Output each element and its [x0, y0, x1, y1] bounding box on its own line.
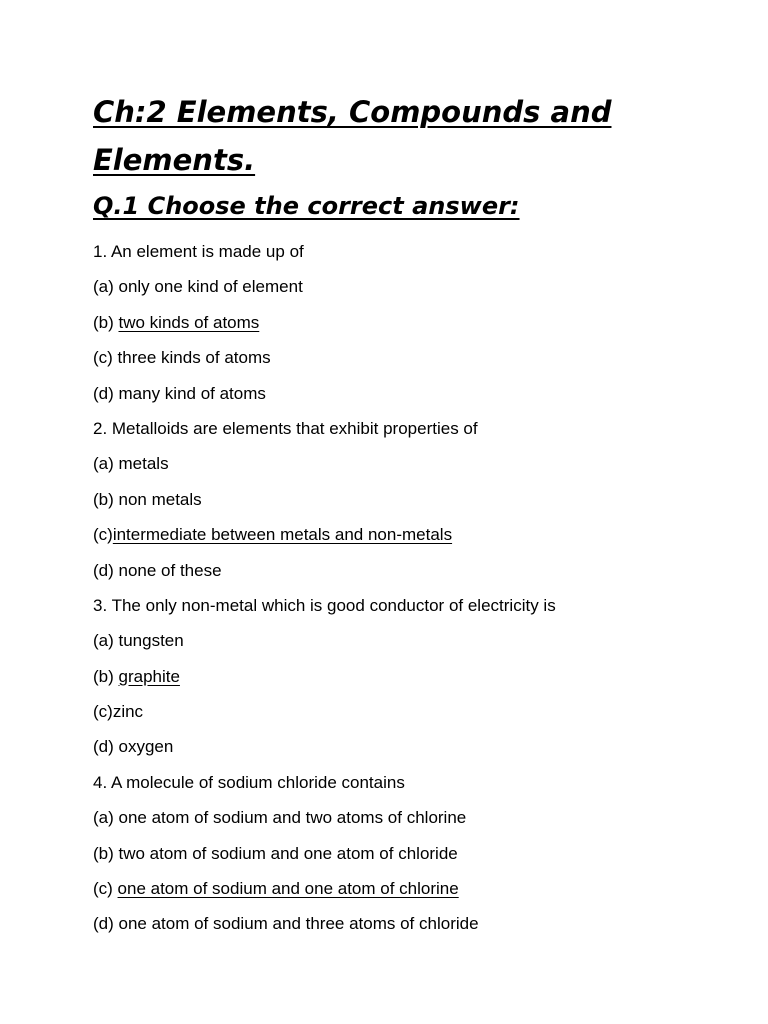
- chapter-title: Ch:2 Elements, Compounds and Elements.: [93, 95, 612, 177]
- option-marker: (d): [93, 560, 119, 580]
- option-2d: [93, 553, 733, 588]
- option-marker: (d): [93, 914, 119, 934]
- option-3a: [93, 623, 733, 658]
- option-marker: (a): [93, 454, 119, 474]
- option-marker: (b): [93, 489, 119, 509]
- question-2: 2. Metalloids are elements that exhibit properties of: [93, 418, 478, 438]
- option-text: zinc: [112, 702, 144, 722]
- option-2a: [93, 446, 733, 481]
- option-marker: (d): [93, 737, 119, 757]
- question-1: 1. An element is made up of: [93, 242, 304, 261]
- document-page: [93, 88, 733, 942]
- option-text: only one kind of element: [118, 277, 303, 297]
- question-list: [93, 234, 733, 942]
- option-2c: [93, 517, 733, 552]
- section-title: Q.1 Choose the correct answer:: [93, 192, 520, 220]
- option-marker: (b): [93, 666, 119, 686]
- option-text: one atom of sodium and two atoms of chlorine: [118, 808, 467, 828]
- option-3c: [93, 694, 733, 729]
- option-1b: [93, 305, 733, 340]
- option-marker: (c): [93, 879, 118, 899]
- option-marker: (b): [93, 843, 119, 863]
- option-text: tungsten: [118, 631, 184, 651]
- option-text-answer: two kinds of atoms: [118, 312, 260, 332]
- option-1d: [93, 376, 733, 411]
- option-marker: (c): [93, 702, 113, 722]
- option-text: three kinds of atoms: [117, 348, 271, 368]
- option-marker: (d): [93, 383, 119, 403]
- option-marker: (c): [93, 348, 118, 368]
- option-text: non metals: [118, 489, 202, 509]
- option-4d: [93, 906, 733, 941]
- option-2b: [93, 482, 733, 517]
- option-text-answer: graphite: [118, 666, 180, 686]
- option-marker: (a): [93, 277, 119, 297]
- question-4: 4. A molecule of sodium chloride contains: [93, 772, 405, 792]
- option-text: metals: [118, 454, 169, 474]
- option-text: two atom of sodium and one atom of chloride: [118, 843, 458, 863]
- option-text: one atom of sodium and three atoms of chloride: [118, 914, 479, 934]
- option-marker: (b): [93, 312, 119, 332]
- option-text-answer: intermediate between metals and non-metals: [112, 525, 453, 545]
- option-text: none of these: [118, 560, 222, 580]
- option-4c: [93, 871, 733, 906]
- option-marker: (a): [93, 631, 119, 651]
- option-4a: [93, 800, 733, 835]
- option-1a: [93, 269, 733, 304]
- option-3d: [93, 729, 733, 764]
- option-text: oxygen: [118, 737, 174, 757]
- option-4b: [93, 836, 733, 871]
- option-3b: [93, 659, 733, 694]
- option-marker: (c): [93, 525, 113, 545]
- option-text: many kind of atoms: [118, 383, 266, 403]
- option-marker: (a): [93, 808, 119, 828]
- option-1c: [93, 340, 733, 375]
- option-text-answer: one atom of sodium and one atom of chlorine: [117, 879, 459, 899]
- question-3: 3. The only non-metal which is good conductor of electricity is: [93, 595, 556, 615]
